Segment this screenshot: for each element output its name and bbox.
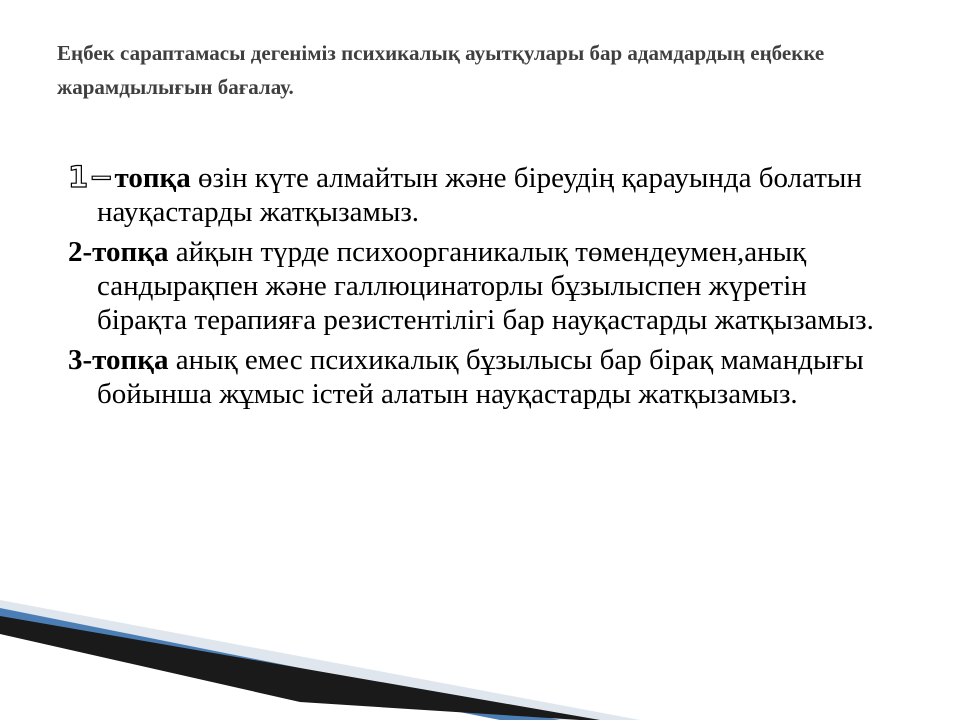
list-item-group-1 xyxy=(68,160,898,229)
group-2-heading: 2-топқа xyxy=(68,236,169,268)
group-3-heading: 3-топқа xyxy=(68,344,169,376)
list-item-group-2 xyxy=(68,235,898,337)
content-list xyxy=(68,160,898,417)
group-1-heading: топқа xyxy=(114,162,191,194)
group-3-text: анық емес психикалық бұзылысы бар бірақ мамандығы бойынша жұмыс істей алатын науқастарды жатқызамыз. xyxy=(97,344,864,410)
list-item-group-3 xyxy=(68,343,898,411)
slide-title: Еңбек сараптамасы дегеніміз психикалық ауытқулары бар адамдардың еңбекке жарамдылығын бағалау. xyxy=(57,41,825,99)
group-1-text: өзін күте алмайтын және біреудің қарауында болатын науқастарды жатқызамыз. xyxy=(97,162,862,228)
group-2-text: айқын түрде психоорганикалық төмендеумен,анық сандырақпен және галлюцинаторлы бұзылыспен жүретін бірақта терапияға резистентілігі бар науқастарды жатқызамыз. xyxy=(97,236,874,336)
group-1-number: 1− xyxy=(68,160,115,194)
corner-decoration xyxy=(0,590,960,720)
